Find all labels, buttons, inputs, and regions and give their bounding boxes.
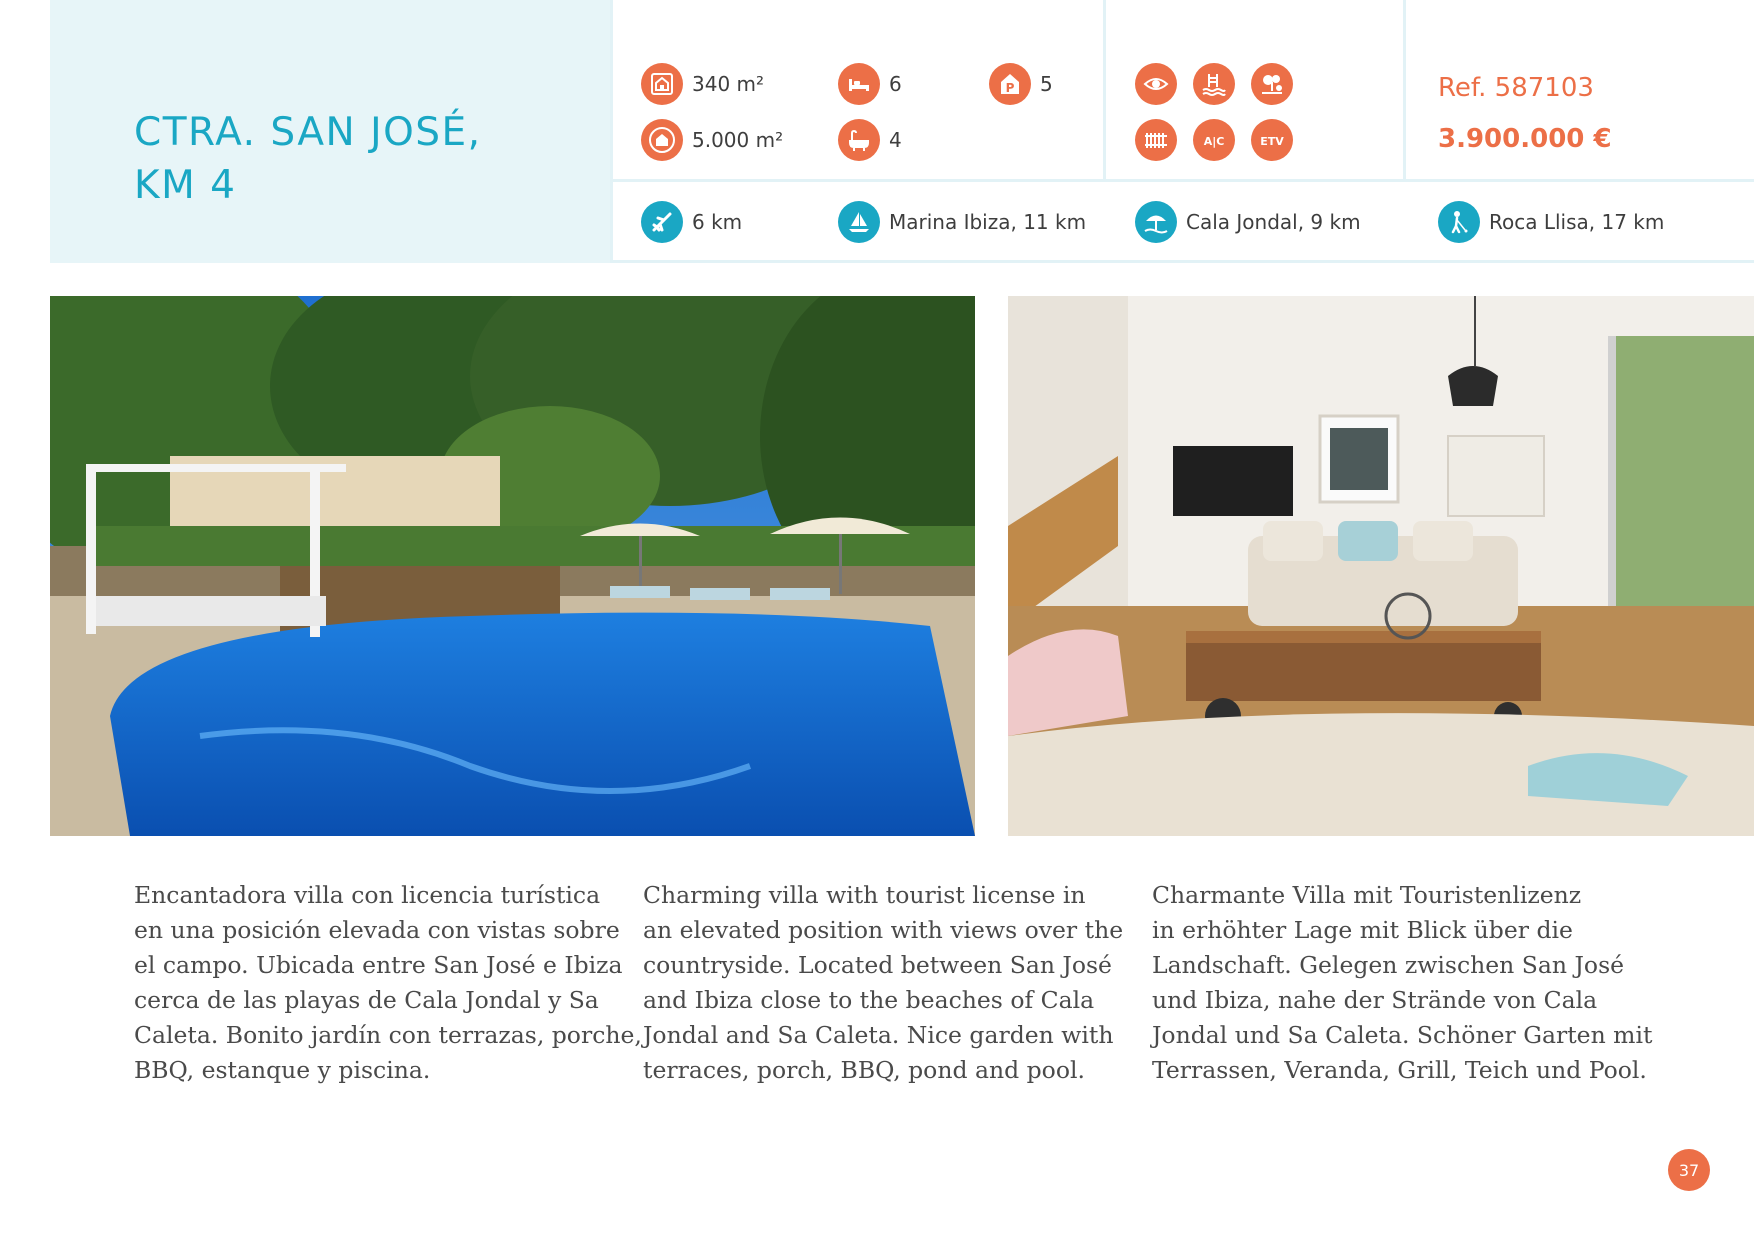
property-title-line-2: KM 4 bbox=[134, 163, 237, 208]
plot-area-feature bbox=[641, 118, 783, 162]
built-area-value: 340 m² bbox=[692, 72, 765, 96]
beach-distance-value: Cala Jondal, 9 km bbox=[1186, 210, 1361, 234]
parking-feature bbox=[989, 62, 1053, 106]
description-line: el campo. Ubicada entre San José e Ibiza bbox=[134, 951, 623, 979]
amenity-tourist-license bbox=[1251, 118, 1293, 162]
description-spanish bbox=[134, 878, 642, 1088]
divider bbox=[1103, 0, 1106, 180]
air-conditioning-icon bbox=[1193, 119, 1235, 161]
description-line: Jondal and Sa Caleta. Nice garden with bbox=[643, 1021, 1114, 1049]
description-german bbox=[1152, 878, 1652, 1088]
golf-distance-value: Roca Llisa, 17 km bbox=[1489, 210, 1665, 234]
page-number: 37 bbox=[1668, 1149, 1710, 1191]
description-line: Landschaft. Gelegen zwischen San José bbox=[1152, 951, 1625, 979]
built-area-feature bbox=[641, 62, 764, 106]
svg-text:ETV: ETV bbox=[1260, 135, 1284, 148]
description-line: in erhöhter Lage mit Blick über die bbox=[1152, 916, 1573, 944]
title-block bbox=[50, 0, 610, 263]
price: 3.900.000 € bbox=[1438, 124, 1612, 154]
tourist-license-icon bbox=[1251, 119, 1293, 161]
golf-distance bbox=[1438, 200, 1664, 244]
amenity-views bbox=[1135, 62, 1177, 106]
divider bbox=[610, 179, 1754, 182]
description-line: Charming villa with tourist license in bbox=[643, 881, 1086, 909]
beach-umbrella-icon bbox=[1135, 201, 1177, 243]
airplane-icon bbox=[641, 201, 683, 243]
amenity-pool bbox=[1193, 62, 1235, 106]
property-title-line-1: CTRA. SAN JOSÉ, bbox=[134, 110, 482, 155]
description-line: BBQ, estanque y piscina. bbox=[134, 1056, 431, 1084]
plot-icon bbox=[641, 119, 683, 161]
amenity-garden bbox=[1251, 62, 1293, 106]
heating-icon bbox=[1135, 119, 1177, 161]
bedrooms-feature bbox=[838, 62, 902, 106]
pool-icon bbox=[1193, 63, 1235, 105]
amenity-air-conditioning bbox=[1193, 118, 1235, 162]
description-line: cerca de las playas de Cala Jondal y Sa bbox=[134, 986, 599, 1014]
airport-distance-value: 6 km bbox=[692, 210, 743, 234]
description-line: Terrassen, Veranda, Grill, Teich und Pool. bbox=[1152, 1056, 1647, 1084]
garden-icon bbox=[1251, 63, 1293, 105]
bedrooms-value: 6 bbox=[889, 72, 902, 96]
svg-text:A|C: A|C bbox=[1203, 135, 1225, 148]
description-english bbox=[643, 878, 1123, 1088]
golf-icon bbox=[1438, 201, 1480, 243]
marina-distance-value: Marina Ibiza, 11 km bbox=[889, 210, 1087, 234]
description-line: Charmante Villa mit Touristenlizenz bbox=[1152, 881, 1582, 909]
svg-text:P: P bbox=[1005, 81, 1015, 95]
amenity-heating bbox=[1135, 118, 1177, 162]
sailboat-icon bbox=[838, 201, 880, 243]
house-icon bbox=[641, 63, 683, 105]
divider bbox=[610, 0, 613, 263]
description-line: terraces, porch, BBQ, pond and pool. bbox=[643, 1056, 1085, 1084]
description-line: Encantadora villa con licencia turística bbox=[134, 881, 601, 909]
bed-icon bbox=[838, 63, 880, 105]
bathrooms-value: 4 bbox=[889, 128, 902, 152]
description-line: und Ibiza, nahe der Strände von Cala bbox=[1152, 986, 1598, 1014]
bathrooms-feature bbox=[838, 118, 902, 162]
property-title bbox=[134, 106, 482, 212]
description-line: en una posición elevada con vistas sobre bbox=[134, 916, 620, 944]
parking-value: 5 bbox=[1040, 72, 1053, 96]
description-line: Jondal und Sa Caleta. Schöner Garten mit bbox=[1152, 1021, 1653, 1049]
description-line: Caleta. Bonito jardín con terrazas, porche, bbox=[134, 1021, 642, 1049]
views-icon bbox=[1135, 63, 1177, 105]
plot-area-value: 5.000 m² bbox=[692, 128, 784, 152]
reference-number: Ref. 587103 bbox=[1438, 73, 1594, 103]
airport-distance bbox=[641, 200, 742, 244]
pool-photo bbox=[50, 296, 975, 836]
divider bbox=[610, 260, 1754, 263]
living-room-photo bbox=[1008, 296, 1754, 836]
description-line: and Ibiza close to the beaches of Cala bbox=[643, 986, 1095, 1014]
bathtub-icon bbox=[838, 119, 880, 161]
marina-distance bbox=[838, 200, 1086, 244]
divider bbox=[1403, 0, 1406, 180]
parking-icon bbox=[989, 63, 1031, 105]
description-line: countryside. Located between San José bbox=[643, 951, 1112, 979]
description-line: an elevated position with views over the bbox=[643, 916, 1124, 944]
beach-distance bbox=[1135, 200, 1361, 244]
